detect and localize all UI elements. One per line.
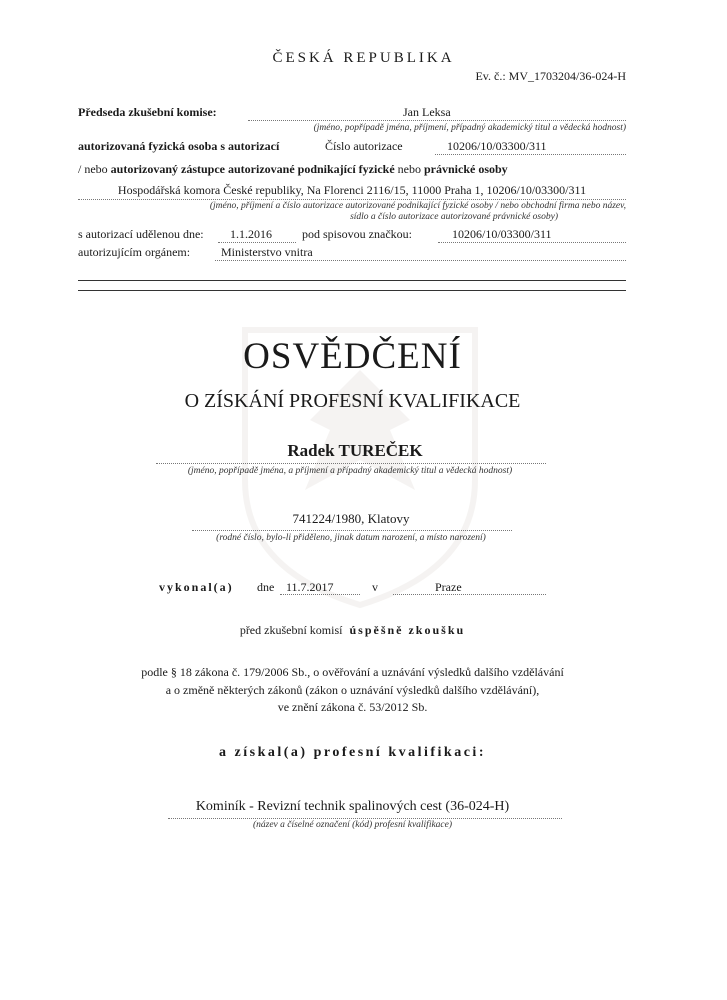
holder-note: (jméno, popřípadě jména, a příjmení a případný akademický titul a vědecká hodnost) [187,466,513,476]
law-line-3: ve znění zákona č. 53/2012 Sb. [277,700,428,714]
auth-number-line [435,138,626,155]
holder-line [156,462,546,464]
exam-line [0,623,705,638]
representative-bold-2: právnické osoby [423,162,508,176]
certificate-subtitle: O ZÍSKÁNÍ PROFESNÍ KVALIFIKACE [184,390,521,412]
obtained-heading: a získal(a) profesní kvalifikaci: [219,745,486,760]
chair-name: Jan Leksa [403,105,451,119]
granted-label: s autorizací udělenou dne: [78,227,204,241]
qualification-line [168,817,562,819]
exam-place-line [393,578,546,595]
organization-note-1: (jméno, příjmení a číslo autorizace autorizované podnikající fyzické osoby / nebo obchodní firma nebo název, [209,201,626,211]
chair-label: Předseda zkušební komise: [78,105,217,119]
exam-success: úspěšně zkoušku [349,623,466,637]
organization-line: Hospodářská komora České republiky, Na Florenci 2116/15, 11000 Praha 1, 10206/10/03300/311 [78,183,626,200]
representative-bold-1: autorizovaný zástupce autorizované podnikající fyzické [110,162,395,176]
file-number: 10206/10/03300/311 [452,227,552,241]
representative-prefix: / nebo [78,162,111,176]
exam-prefix: před zkušební komisí [239,623,343,637]
authorization-number-label: Číslo autorizace [325,139,403,153]
birth-line [192,529,512,531]
granted-date-line [218,226,296,243]
separator-rule-bottom [78,290,626,291]
file-number-line [438,226,626,243]
exam-date: 11.7.2017 [286,580,334,594]
representative-line [78,162,508,177]
qualification-name: Kominík - Revizní technik spalinových cest (36-024-H) [195,799,510,814]
birth-info: 741224/1980, Klatovy [292,511,410,526]
exam-place: Praze [435,580,462,594]
file-label: pod spisovou značkou: [302,227,412,241]
place-label: v [372,580,378,594]
birth-note: (rodné číslo, bylo-li přiděleno, jinak datum narození, a místo narození) [216,533,486,543]
evidence-number: Ev. č.: MV_1703204/36-024-H [475,69,626,83]
chair-name-line [248,104,626,121]
separator-rule-top [78,280,626,281]
law-line-1: podle § 18 zákona č. 179/2006 Sb., o ověřování a uznávání výsledků dalšího vzdělávání [141,665,564,679]
law-line-2: a o změně některých zákonů (zákon o uznávání výsledků dalšího vzdělávání), [165,683,540,697]
authority: Ministerstvo vnitra [221,245,313,259]
qualification-note: (název a číselné označení (kód) profesní kvalifikace) [252,820,453,830]
authority-line [215,244,626,261]
granted-date: 1.1.2016 [230,227,272,241]
authority-label: autorizujícím orgánem: [78,245,191,259]
certificate-title: OSVĚDČENÍ [243,336,462,377]
performed-label: vykonal(a) [159,580,234,594]
authorization-number: 10206/10/03300/311 [447,139,547,153]
date-label: dne [257,580,275,594]
holder-name: Radek TUREČEK [287,441,423,460]
representative-mid: nebo [394,162,424,176]
country-heading: ČESKÁ REPUBLIKA [272,50,455,66]
authorized-person-label: autorizovaná fyzická osoba s autorizací [78,139,280,153]
organization-note-2: sídlo a číslo autorizace autorizované právnické osoby) [350,212,558,222]
chair-note: (jméno, popřípadě jména, příjmení, případný akademický titul a vědecká hodnost) [313,123,626,133]
exam-date-line [280,578,360,595]
